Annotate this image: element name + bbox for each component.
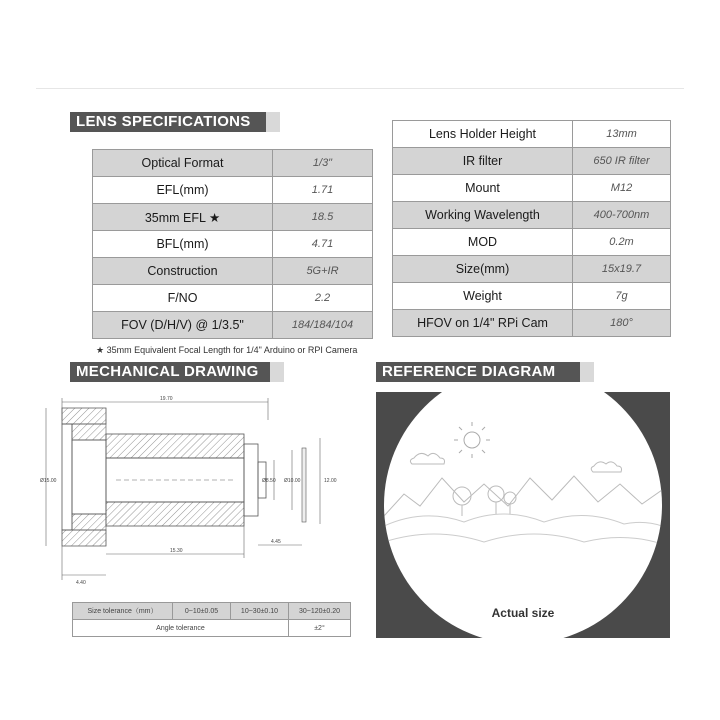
spec-value: 0.2m [573, 229, 671, 256]
spec-label: FOV (D/H/V) @ 1/3.5" [93, 312, 273, 339]
spec-row [393, 229, 671, 256]
footnote: ★ 35mm Equivalent Focal Length for 1/4" Arduino or RPI Camera [96, 345, 358, 355]
spec-value: 1.71 [273, 177, 373, 204]
size-tolerance-label: Size tolerance（mm） [73, 603, 173, 620]
spec-row [393, 148, 671, 175]
spec-value: 650 IR filter [573, 148, 671, 175]
spec-label: Construction [93, 258, 273, 285]
mountains [384, 476, 662, 516]
dim-height-label: 12.00 [324, 478, 337, 484]
cloud-icon [410, 453, 444, 464]
dim-flange-label: 4.40 [76, 580, 86, 586]
barrel-bottom [106, 502, 244, 526]
spec-label: Weight [393, 283, 573, 310]
size-tolerance-value: 30~120±0.20 [289, 603, 351, 620]
actual-size-caption: Actual size [491, 606, 555, 620]
landscape-illustration [384, 392, 662, 638]
spec-value: M12 [573, 175, 671, 202]
spec-row [93, 231, 373, 258]
dim-outer-label: Ø15.00 [40, 478, 57, 484]
spec-label: Optical Format [93, 150, 273, 177]
angle-tolerance-label: Angle tolerance [73, 620, 289, 637]
mechanical-drawing [36, 390, 366, 600]
lens-specifications-heading: LENS SPECIFICATIONS [70, 112, 266, 132]
spec-row [393, 256, 671, 283]
spec-row [393, 202, 671, 229]
dim-back-label: 4.45 [271, 539, 281, 545]
top-divider [36, 88, 684, 89]
spec-row [93, 258, 373, 285]
mechanical-drawing-heading: MECHANICAL DRAWING [70, 362, 270, 382]
spec-label: HFOV on 1/4" RPi Cam [393, 310, 573, 337]
spec-value: 1/3" [273, 150, 373, 177]
sensor-plate [302, 448, 306, 522]
tolerance-table [72, 602, 351, 637]
spec-label: Size(mm) [393, 256, 573, 283]
spec-label: 35mm EFL ★ [93, 204, 273, 231]
spec-row [393, 310, 671, 337]
spec-row [93, 177, 373, 204]
spec-value: 184/184/104 [273, 312, 373, 339]
spec-row [93, 150, 373, 177]
cloud-icon [591, 462, 621, 472]
spec-row [393, 175, 671, 202]
dim-inner1-label: Ø8.50 [262, 478, 276, 484]
dim-total-label: 19.70 [160, 396, 173, 402]
spec-value: 18.5 [273, 204, 373, 231]
spec-value: 5G+IR [273, 258, 373, 285]
flange-bottom [62, 530, 106, 546]
spec-value: 15x19.7 [573, 256, 671, 283]
reference-diagram-heading: REFERENCE DIAGRAM [376, 362, 580, 382]
spec-value: 400-700nm [573, 202, 671, 229]
spec-row [393, 283, 671, 310]
spec-value: 4.71 [273, 231, 373, 258]
size-tolerance-value: 0~10±0.05 [173, 603, 231, 620]
spec-label: BFL(mm) [93, 231, 273, 258]
reference-diagram [376, 392, 670, 638]
spec-row [93, 204, 373, 231]
spec-value: 7g [573, 283, 671, 310]
flange-top [62, 408, 106, 424]
spec-label: MOD [393, 229, 573, 256]
spec-label: EFL(mm) [93, 177, 273, 204]
spec-value: 180° [573, 310, 671, 337]
spec-row [93, 285, 373, 312]
spec-row [393, 121, 671, 148]
spec-label: F/NO [93, 285, 273, 312]
sun-icon [464, 432, 480, 448]
spec-value: 13mm [573, 121, 671, 148]
spec-row [93, 312, 373, 339]
spec-label: Lens Holder Height [393, 121, 573, 148]
spec-table-left [92, 149, 373, 339]
spec-label: Mount [393, 175, 573, 202]
dim-inner2-label: Ø10.00 [284, 478, 301, 484]
dim-body-label: 15.30 [170, 548, 183, 554]
barrel-top [106, 434, 244, 458]
spec-label: IR filter [393, 148, 573, 175]
spec-table-right [392, 120, 671, 337]
fisheye-image-circle [384, 392, 662, 638]
spec-label: Working Wavelength [393, 202, 573, 229]
spec-value: 2.2 [273, 285, 373, 312]
angle-tolerance-value: ±2° [289, 620, 351, 637]
size-tolerance-value: 10~30±0.10 [231, 603, 289, 620]
